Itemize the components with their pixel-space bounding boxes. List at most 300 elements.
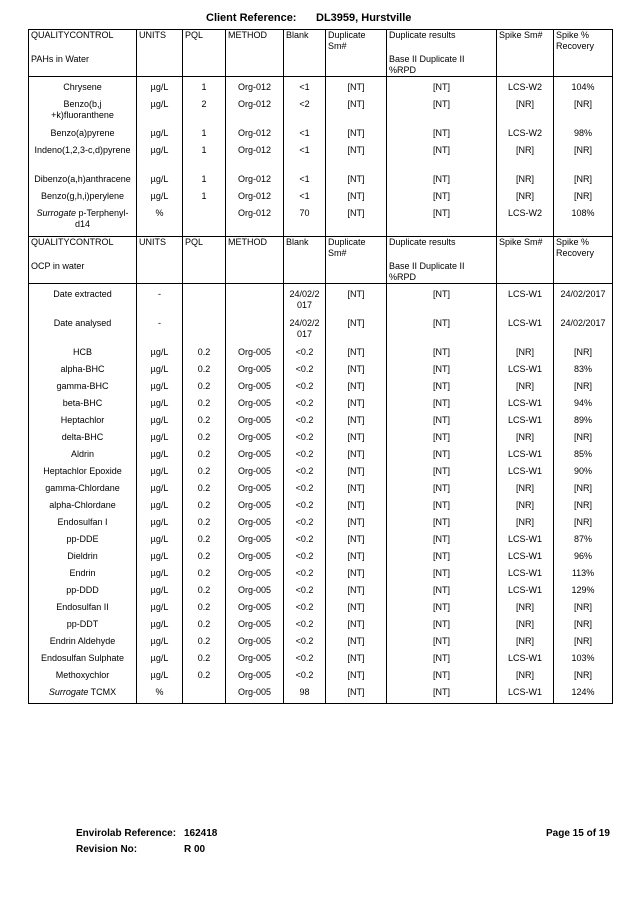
table-cell: µg/L	[137, 397, 183, 414]
envirolab-reference-value: 162418	[184, 828, 218, 839]
table-row	[29, 173, 613, 190]
section-title: OCP in water	[29, 261, 137, 284]
table-cell: [NT]	[387, 397, 497, 414]
table-cell: 98	[284, 686, 326, 704]
surrogate-compound: p-Terphenyl-d14	[74, 208, 129, 229]
table-cell: [NT]	[326, 190, 387, 207]
table-cell: 0.2	[183, 431, 226, 448]
table-cell: gamma-Chlordane	[29, 482, 137, 499]
table-cell: -	[137, 288, 183, 317]
table-cell: [NT]	[387, 98, 497, 127]
table-cell: 0.2	[183, 550, 226, 567]
table-cell: [NT]	[326, 482, 387, 499]
table-cell: 24/02/2017	[554, 317, 613, 346]
table-cell: Org-005	[226, 499, 284, 516]
table-cell: Org-005	[226, 635, 284, 652]
table-cell: [NT]	[326, 288, 387, 317]
table-cell: [NT]	[326, 81, 387, 98]
table-row	[29, 533, 613, 550]
table-cell: µg/L	[137, 635, 183, 652]
table-cell: -	[137, 317, 183, 346]
column-header: Blank	[284, 237, 326, 262]
table-cell: Endrin	[29, 567, 137, 584]
column-header: Duplicate Sm#	[326, 30, 387, 55]
table-cell: µg/L	[137, 669, 183, 686]
table-cell: Org-012	[226, 207, 284, 237]
table-cell: [NT]	[387, 567, 497, 584]
table-cell: <0.2	[284, 584, 326, 601]
section-header-row	[29, 54, 613, 77]
duplicate-subheader: Base II Duplicate II %RPD	[387, 261, 497, 284]
table-cell: 89%	[554, 414, 613, 431]
table-cell: LCS-W1	[497, 397, 554, 414]
table-cell: 0.2	[183, 567, 226, 584]
table-cell: Org-012	[226, 173, 284, 190]
column-header-row	[29, 237, 613, 262]
table-cell: LCS-W1	[497, 584, 554, 601]
table-cell: 108%	[554, 207, 613, 237]
table-cell: LCS-W1	[497, 652, 554, 669]
surrogate-name	[29, 207, 137, 237]
table-row	[29, 448, 613, 465]
table-cell: [NT]	[326, 380, 387, 397]
table-cell: LCS-W1	[497, 686, 554, 704]
table-cell: [NT]	[387, 448, 497, 465]
column-header: QUALITYCONTROL	[29, 237, 137, 262]
table-cell: [NT]	[326, 173, 387, 190]
table-cell: <0.2	[284, 601, 326, 618]
table-cell: Heptachlor	[29, 414, 137, 431]
table-cell: %	[137, 686, 183, 704]
table-cell: <0.2	[284, 669, 326, 686]
table-cell: 0.2	[183, 380, 226, 397]
client-reference-label: Client Reference:	[206, 12, 297, 24]
table-cell: <1	[284, 81, 326, 98]
table-cell: [NT]	[326, 635, 387, 652]
header-cell	[284, 261, 326, 284]
table-cell: Org-005	[226, 482, 284, 499]
table-row	[29, 669, 613, 686]
table-cell	[226, 317, 284, 346]
table-cell: [NT]	[387, 601, 497, 618]
table-cell	[183, 686, 226, 704]
table-cell: [NT]	[326, 584, 387, 601]
table-cell: [NR]	[554, 499, 613, 516]
table-cell: [NT]	[326, 144, 387, 173]
table-cell: [NT]	[326, 618, 387, 635]
table-cell: 0.2	[183, 482, 226, 499]
table-cell: [NT]	[387, 686, 497, 704]
table-cell: [NT]	[387, 414, 497, 431]
table-cell: pp-DDD	[29, 584, 137, 601]
table-row	[29, 288, 613, 317]
table-cell: HCB	[29, 346, 137, 363]
column-header: Spike % Recovery	[554, 30, 613, 55]
table-cell: 87%	[554, 533, 613, 550]
table-cell: [NT]	[387, 465, 497, 482]
table-cell: 0.2	[183, 635, 226, 652]
header-cell	[137, 261, 183, 284]
table-cell: [NT]	[326, 567, 387, 584]
table-cell: [NR]	[554, 380, 613, 397]
table-cell: 0.2	[183, 499, 226, 516]
table-cell: Org-005	[226, 533, 284, 550]
table-cell: [NT]	[326, 601, 387, 618]
table-cell: Benzo(g,h,i)perylene	[29, 190, 137, 207]
column-header: UNITS	[137, 30, 183, 55]
table-cell: <0.2	[284, 618, 326, 635]
table-cell: LCS-W2	[497, 127, 554, 144]
table-cell: LCS-W2	[497, 81, 554, 98]
table-cell: 0.2	[183, 669, 226, 686]
pah-section	[29, 30, 613, 237]
table-cell	[183, 288, 226, 317]
table-cell: 0.2	[183, 584, 226, 601]
table-cell: µg/L	[137, 380, 183, 397]
table-cell: Org-012	[226, 81, 284, 98]
table-cell: [NT]	[387, 669, 497, 686]
table-cell: 24/02/2 017	[284, 317, 326, 346]
table-cell: <0.2	[284, 346, 326, 363]
table-cell: µg/L	[137, 465, 183, 482]
table-cell: LCS-W1	[497, 550, 554, 567]
table-row	[29, 81, 613, 98]
table-row	[29, 465, 613, 482]
table-cell: <0.2	[284, 635, 326, 652]
table-cell: [NT]	[326, 652, 387, 669]
table-cell: Org-005	[226, 601, 284, 618]
table-cell: [NT]	[326, 363, 387, 380]
surrogate-row	[29, 686, 613, 704]
table-cell: 0.2	[183, 533, 226, 550]
table-cell: Org-005	[226, 397, 284, 414]
table-cell: [NR]	[554, 669, 613, 686]
table-cell: LCS-W2	[497, 207, 554, 237]
table-cell: Org-005	[226, 567, 284, 584]
table-row	[29, 397, 613, 414]
table-cell: 90%	[554, 465, 613, 482]
table-cell: µg/L	[137, 499, 183, 516]
table-cell: [NT]	[387, 380, 497, 397]
table-cell: µg/L	[137, 144, 183, 173]
table-cell: [NT]	[387, 190, 497, 207]
table-cell: 70	[284, 207, 326, 237]
surrogate-italic: Surrogate	[36, 208, 76, 218]
table-cell: <0.2	[284, 363, 326, 380]
table-cell: 94%	[554, 397, 613, 414]
table-cell: [NR]	[497, 482, 554, 499]
table-cell: [NT]	[387, 533, 497, 550]
table-cell: [NT]	[326, 669, 387, 686]
table-cell: µg/L	[137, 448, 183, 465]
table-cell: <0.2	[284, 448, 326, 465]
duplicate-subheader: Base II Duplicate II %RPD	[387, 54, 497, 77]
revision-value: R 00	[184, 844, 206, 855]
table-cell: LCS-W1	[497, 414, 554, 431]
table-cell: [NT]	[326, 397, 387, 414]
table-cell: gamma-BHC	[29, 380, 137, 397]
table-cell: <0.2	[284, 516, 326, 533]
table-cell: [NR]	[497, 516, 554, 533]
revision-label: Revision No:	[76, 844, 138, 855]
table-cell: 83%	[554, 363, 613, 380]
column-header: UNITS	[137, 237, 183, 262]
table-row	[29, 550, 613, 567]
envirolab-reference-label: Envirolab Reference:	[76, 828, 177, 839]
table-cell: [NT]	[326, 317, 387, 346]
table-cell: Org-005	[226, 431, 284, 448]
table-cell: µg/L	[137, 482, 183, 499]
table-cell: µg/L	[137, 346, 183, 363]
table-cell: 0.2	[183, 414, 226, 431]
table-cell: [NR]	[497, 635, 554, 652]
table-cell: LCS-W1	[497, 363, 554, 380]
table-cell: 96%	[554, 550, 613, 567]
table-cell: µg/L	[137, 652, 183, 669]
column-header: METHOD	[226, 237, 284, 262]
table-cell: Org-005	[226, 363, 284, 380]
table-cell: [NT]	[387, 584, 497, 601]
table-cell: Org-005	[226, 465, 284, 482]
column-header-row	[29, 30, 613, 55]
table-cell: 1	[183, 127, 226, 144]
table-cell: 103%	[554, 652, 613, 669]
table-cell: [NR]	[554, 482, 613, 499]
table-cell: LCS-W1	[497, 317, 554, 346]
table-cell: 1	[183, 190, 226, 207]
header-cell	[497, 261, 554, 284]
table-cell: [NR]	[497, 618, 554, 635]
table-cell: [NT]	[326, 516, 387, 533]
column-header: Duplicate results	[387, 30, 497, 55]
table-cell: 0.2	[183, 397, 226, 414]
table-cell: Benzo(a)pyrene	[29, 127, 137, 144]
table-cell: alpha-Chlordane	[29, 499, 137, 516]
table-cell: Org-012	[226, 144, 284, 173]
table-cell: Org-012	[226, 127, 284, 144]
header-cell	[497, 54, 554, 77]
column-header: Duplicate Sm#	[326, 237, 387, 262]
table-cell: 104%	[554, 81, 613, 98]
table-cell: [NR]	[497, 431, 554, 448]
table-cell: <2	[284, 98, 326, 127]
table-cell: µg/L	[137, 414, 183, 431]
table-cell: Endosulfan Sulphate	[29, 652, 137, 669]
table-cell: µg/L	[137, 533, 183, 550]
table-cell: 0.2	[183, 601, 226, 618]
column-header: Duplicate results	[387, 237, 497, 262]
table-cell: 129%	[554, 584, 613, 601]
table-cell: <0.2	[284, 380, 326, 397]
table-cell: [NT]	[326, 499, 387, 516]
table-cell: 2	[183, 98, 226, 127]
table-cell: 24/02/2 017	[284, 288, 326, 317]
table-cell: <0.2	[284, 567, 326, 584]
table-cell: Methoxychlor	[29, 669, 137, 686]
surrogate-compound: TCMX	[88, 687, 117, 697]
table-cell: LCS-W1	[497, 533, 554, 550]
header-cell	[183, 54, 226, 77]
table-cell: µg/L	[137, 98, 183, 127]
header-cell	[554, 54, 613, 77]
table-row	[29, 144, 613, 173]
table-cell: [NT]	[387, 346, 497, 363]
table-cell: Org-005	[226, 618, 284, 635]
table-cell: [NR]	[554, 516, 613, 533]
header-cell	[554, 261, 613, 284]
table-cell: [NR]	[554, 601, 613, 618]
table-cell: <0.2	[284, 482, 326, 499]
table-cell: [NT]	[326, 346, 387, 363]
table-cell: [NT]	[326, 686, 387, 704]
column-header: QUALITYCONTROL	[29, 30, 137, 55]
table-cell: [NT]	[387, 317, 497, 346]
table-cell: [NT]	[387, 499, 497, 516]
table-cell	[183, 207, 226, 237]
table-cell: Date analysed	[29, 317, 137, 346]
table-cell: Endosulfan I	[29, 516, 137, 533]
table-cell: 0.2	[183, 363, 226, 380]
table-cell: [NT]	[326, 98, 387, 127]
table-cell: 0.2	[183, 346, 226, 363]
table-cell: Org-005	[226, 652, 284, 669]
table-cell: beta-BHC	[29, 397, 137, 414]
surrogate-italic: Surrogate	[48, 687, 89, 697]
column-header: Spike Sm#	[497, 237, 554, 262]
table-row	[29, 618, 613, 635]
table-cell: [NR]	[497, 173, 554, 190]
table-row	[29, 190, 613, 207]
table-row	[29, 652, 613, 669]
table-cell: 1	[183, 81, 226, 98]
table-cell: pp-DDT	[29, 618, 137, 635]
header-cell	[137, 54, 183, 77]
table-cell	[183, 317, 226, 346]
table-cell: [NT]	[387, 127, 497, 144]
table-row	[29, 363, 613, 380]
table-cell: [NR]	[554, 618, 613, 635]
table-cell: Org-005	[226, 414, 284, 431]
table-cell: [NR]	[497, 144, 554, 173]
header-cell	[226, 261, 284, 284]
table-cell: [NR]	[497, 499, 554, 516]
table-cell: µg/L	[137, 550, 183, 567]
table-cell: <1	[284, 127, 326, 144]
table-cell: <0.2	[284, 465, 326, 482]
table-row	[29, 98, 613, 127]
client-reference-value: DL3959, Hurstville	[316, 12, 412, 24]
table-cell: [NT]	[387, 144, 497, 173]
table-cell: 1	[183, 144, 226, 173]
table-cell: [NR]	[497, 601, 554, 618]
table-cell: [NR]	[497, 98, 554, 127]
table-cell: Org-005	[226, 380, 284, 397]
table-cell: alpha-BHC	[29, 363, 137, 380]
table-cell: 1	[183, 173, 226, 190]
table-cell: [NT]	[387, 618, 497, 635]
table-cell: Org-012	[226, 190, 284, 207]
table-cell: <0.2	[284, 652, 326, 669]
table-row	[29, 380, 613, 397]
table-cell: [NR]	[554, 346, 613, 363]
table-cell: delta-BHC	[29, 431, 137, 448]
table-cell: Indeno(1,2,3-c,d)pyrene	[29, 144, 137, 173]
table-cell: Org-005	[226, 686, 284, 704]
table-cell: 124%	[554, 686, 613, 704]
table-cell: [NR]	[497, 380, 554, 397]
header-cell	[183, 261, 226, 284]
header-cell	[326, 261, 387, 284]
table-cell: [NT]	[326, 550, 387, 567]
table-cell: [NT]	[387, 550, 497, 567]
table-cell: Org-005	[226, 448, 284, 465]
table-cell: µg/L	[137, 173, 183, 190]
section-title: PAHs in Water	[29, 54, 137, 77]
table-cell: %	[137, 207, 183, 237]
table-cell: µg/L	[137, 567, 183, 584]
table-cell: [NR]	[554, 431, 613, 448]
column-header: Spike % Recovery	[554, 237, 613, 262]
table-cell: [NR]	[497, 346, 554, 363]
table-cell: [NT]	[387, 431, 497, 448]
table-cell: LCS-W1	[497, 288, 554, 317]
table-cell: µg/L	[137, 618, 183, 635]
table-cell: µg/L	[137, 81, 183, 98]
table-cell: pp-DDE	[29, 533, 137, 550]
table-cell: [NR]	[554, 173, 613, 190]
table-row	[29, 635, 613, 652]
table-cell: [NR]	[554, 98, 613, 127]
table-cell: 0.2	[183, 448, 226, 465]
surrogate-name	[29, 686, 137, 704]
table-cell: [NT]	[387, 516, 497, 533]
table-cell: [NR]	[497, 190, 554, 207]
table-cell: <0.2	[284, 533, 326, 550]
table-cell: <0.2	[284, 499, 326, 516]
table-cell: 0.2	[183, 465, 226, 482]
header-cell	[326, 54, 387, 77]
table-cell: Date extracted	[29, 288, 137, 317]
table-cell: [NR]	[554, 190, 613, 207]
table-cell: Org-005	[226, 516, 284, 533]
table-cell: 98%	[554, 127, 613, 144]
table-cell: 113%	[554, 567, 613, 584]
table-cell: Org-005	[226, 550, 284, 567]
table-cell	[226, 288, 284, 317]
column-header: METHOD	[226, 30, 284, 55]
qc-table	[28, 29, 613, 704]
table-row	[29, 567, 613, 584]
table-cell: <1	[284, 173, 326, 190]
table-cell: [NR]	[497, 669, 554, 686]
table-row	[29, 414, 613, 431]
table-cell: <1	[284, 190, 326, 207]
table-cell: [NR]	[554, 144, 613, 173]
table-cell: Benzo(b,j +k)fluoranthene	[29, 98, 137, 127]
table-cell: 24/02/2017	[554, 288, 613, 317]
table-cell: [NT]	[387, 207, 497, 237]
table-cell: Aldrin	[29, 448, 137, 465]
table-cell: Org-005	[226, 669, 284, 686]
column-header: Spike Sm#	[497, 30, 554, 55]
table-cell: µg/L	[137, 584, 183, 601]
table-cell: <0.2	[284, 431, 326, 448]
table-cell: [NT]	[326, 448, 387, 465]
table-cell: LCS-W1	[497, 448, 554, 465]
table-cell: Dibenzo(a,h)anthracene	[29, 173, 137, 190]
table-cell: LCS-W1	[497, 465, 554, 482]
table-cell: [NT]	[387, 288, 497, 317]
